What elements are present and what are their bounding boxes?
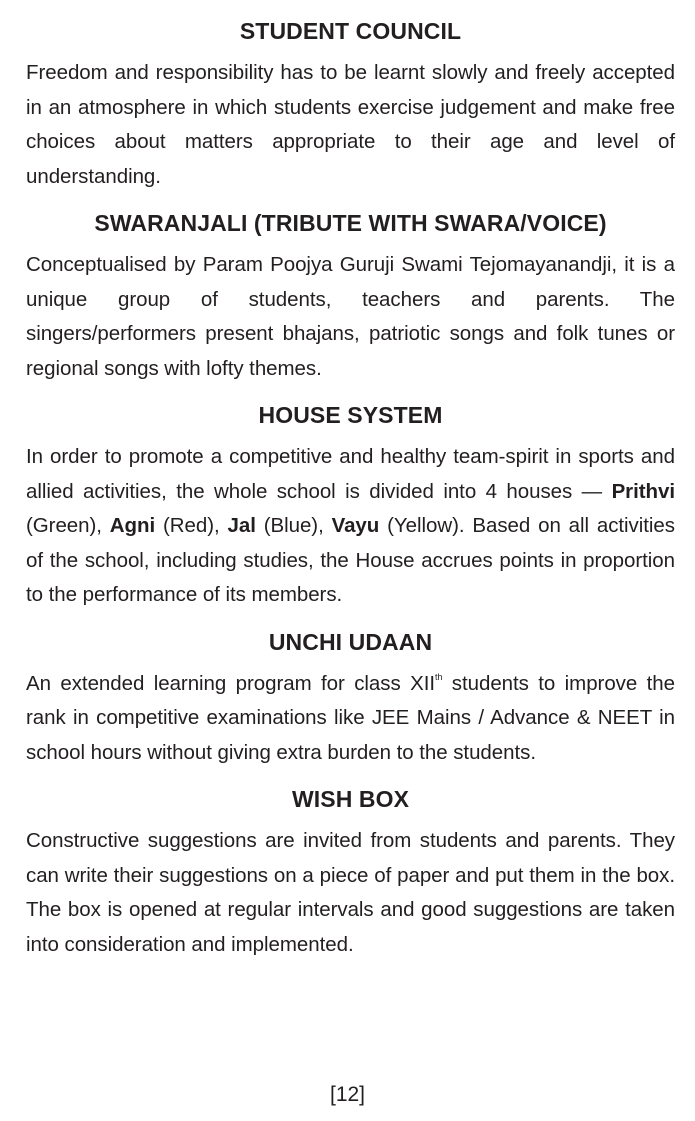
house-color-prithvi: (Green) [26, 514, 97, 537]
house-color-jal: (Blue) [263, 514, 319, 537]
section-unchi-udaan [26, 625, 675, 771]
house-name-agni: Agni [109, 514, 156, 537]
section-wish-box [26, 782, 675, 962]
page-number: [12] [329, 1083, 366, 1106]
house-system-outro: Based on all activities of the school, including studies, the House accrues points in proportion to the performance of its members. [26, 514, 675, 606]
house-separator: , [318, 514, 324, 537]
section-swaranjali [26, 206, 675, 386]
house-color-agni: (Red) [162, 514, 214, 537]
unchi-udaan-text-start: An extended learning program for class XII [26, 671, 435, 695]
paragraph-student-council: Freedom and responsibility has to be learnt slowly and freely accepted in an atmosphere in which students exercise judgement and make free choices about matters appropriate to their age and level of understanding. [26, 61, 675, 188]
house-name-prithvi: Prithvi [611, 479, 676, 503]
house-color-vayu: (Yellow) [387, 514, 459, 537]
house-separator: . [458, 514, 465, 537]
house-name-vayu: Vayu [331, 514, 380, 537]
house-separator: , [214, 514, 220, 537]
paragraph-swaranjali: Conceptualised by Param Poojya Guruji Swami Tejomayanandji, it is a unique group of students, teachers and parents. The singers/performers present bhajans, patriotic songs and folk tunes or regional songs with lofty themes. [26, 253, 675, 380]
section-student-council [26, 14, 675, 194]
house-system-intro: In order to promote a competitive and healthy team-spirit in sports and allied activities, the whole school is divided into 4 houses — [26, 445, 675, 503]
section-title-wish-box: WISH BOX [291, 786, 410, 812]
unchi-udaan-text-end: students to improve the rank in competitive examinations like JEE Mains / Advance & NEET in school hours without giving extra burden to the students. [26, 671, 675, 764]
section-title-house-system: HOUSE SYSTEM [258, 402, 443, 428]
paragraph-unchi-udaan [26, 667, 675, 771]
paragraph-house-system [26, 440, 675, 613]
section-title-swaranjali: SWARANJALI (TRIBUTE WITH SWARA/VOICE) [94, 210, 607, 236]
ordinal-superscript: th [434, 671, 443, 682]
house-name-jal: Jal [227, 514, 256, 537]
section-house-system [26, 398, 675, 613]
section-title-student-council: STUDENT COUNCIL [239, 18, 462, 44]
section-title-unchi-udaan: UNCHI UDAAN [268, 628, 433, 655]
paragraph-wish-box: Constructive suggestions are invited from students and parents. They can write their suggestions on a piece of paper and put them in the box. The box is opened at regular intervals and good suggestions are taken into consideration and implemented. [26, 829, 675, 956]
house-separator: , [96, 514, 102, 537]
